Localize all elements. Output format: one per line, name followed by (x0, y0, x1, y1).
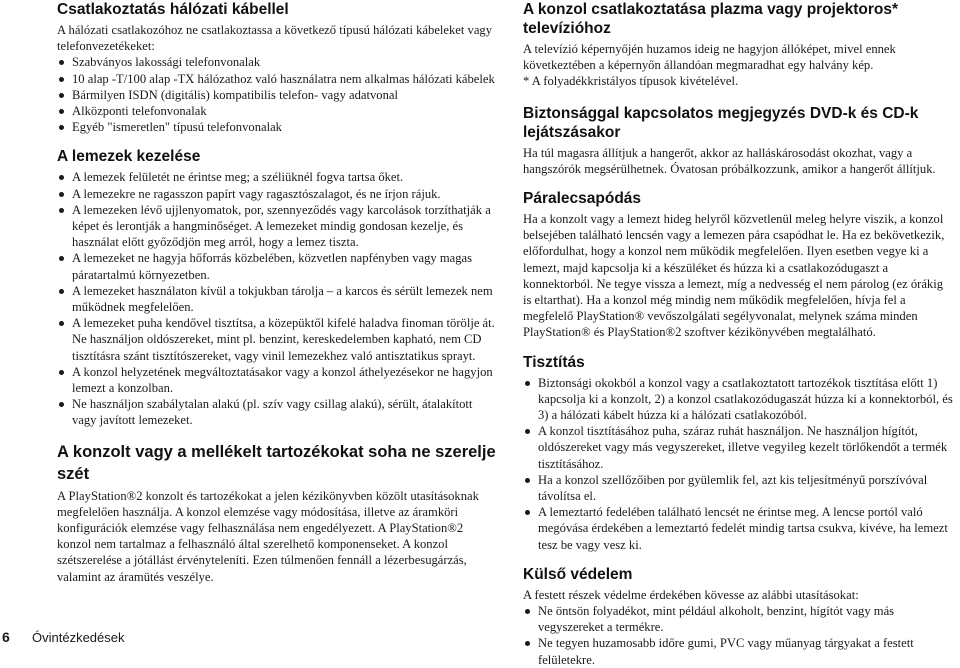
list-item: A lemeztartó fedelében található lencsét ne érintse meg. A lencse portól való megóvása érdekében a lemeztartó fedelét mindig tartsa csukva, kivéve, ha lemezt tesz be vagy vesz ki. (523, 504, 953, 553)
list-item: A lemezeken lévő ujjlenyomatok, por, szennyeződés vagy karcolások torzíthatják a képet és lerontják a hangminőséget. A lemezeket mindig gondosan kezelje, és használat előtt győződjön meg arról, hogy a lemez tiszta. (57, 202, 497, 251)
list-item: Ne használjon szabálytalan alakú (pl. szív vagy csillag alakú), sérült, átalakított vagy javított lemezeket. (57, 396, 497, 428)
list-item: Ha a konzol szellőzőiben por gyülemlik fel, azt kis teljesítményű porszívóval távolítsa el. (523, 472, 953, 504)
cable-section-intro: A hálózati csatlakozóhoz ne csatlakoztassa a következő típusú hálózati kábeleket vagy telefonvezetékeket: (57, 23, 493, 54)
footer-section-name: Óvintézkedések (32, 630, 125, 645)
cable-section-title: Csatlakoztatás hálózati kábellel (57, 1, 289, 18)
disassembly-section-body: A PlayStation®2 konzolt és tartozékokat a jelen kézikönyvben közölt utasításoknak megfelelően használja. A konzol elemzése vagy módosítása, illetve az áramköri konfigurációk elemzése vagy felhasználása nem engedélyezett. A PlayStation®2 konzol nem tartalmaz a felhasználó által szerelhető komponenseket. A konzol szétszerelése a jótállást érvényteleníti. Ezen túlmenően fennáll a lézerbesugárzás, valamint az áramütés veszélye. (57, 488, 479, 584)
list-item: Ne öntsön folyadékot, mint például alkoholt, benzint, hígítót vagy más vegyszereket a termékre. (523, 603, 953, 635)
exterior-section (523, 565, 953, 668)
list-item: A lemezeket puha kendővel tisztítsa, a közepüktől kifelé haladva finoman törölje át. Ne használjon oldószereket, mint pl. benzint, kereskedelemben kapható, nem CD tisztításra szánt tisztítószereket, vagy vinil lemezekhez való antisztatikus sprayt. (57, 315, 497, 364)
discs-list (57, 169, 497, 428)
right-column (523, 0, 953, 668)
list-item: A konzol helyzetének megváltoztatásakor vagy a konzol áthelyezésekor ne hagyjon lemezt a konzolban. (57, 364, 497, 396)
cleaning-list (523, 375, 953, 553)
exterior-section-intro: A festett részek védelme érdekében kövesse az alábbi utasításokat: (523, 587, 859, 602)
condensation-section-title: Páralecsapódás (523, 190, 642, 208)
dvd-section-body: Ha túl magasra állítjuk a hangerőt, akkor az halláskárosodást okozhat, vagy a hangszórók megsérülhetnek. Óvatosan próbálkozzunk, amikor a hangerőt állítjuk. (523, 145, 936, 176)
tv-section-body: A televízió képernyőjén huzamos ideig ne hagyjon állóképet, mivel ennek következtében a képernyőn állandóan megmaradhat egy halvány kép. (523, 42, 896, 73)
list-item: A lemezeket ne hagyja hőforrás közbelében, közvetlen napfényben vagy magas páratartalmú környezetben. (57, 250, 497, 282)
list-item: A lemezeket használaton kívül a tokjukban tárolja – a karcos és sérült lemezek nem működnek megfelelően. (57, 283, 497, 315)
list-item: Egyéb "ismeretlen" típusú telefonvonalak (57, 119, 497, 135)
left-column (57, 0, 497, 585)
disassembly-section (57, 441, 497, 585)
dvd-section-title: Biztonsággal kapcsolatos megjegyzés DVD-k és CD-k lejátszásakor (523, 104, 919, 141)
list-item: A lemezekre ne ragasszon papírt vagy ragasztószalagot, és ne írjon rájuk. (57, 186, 497, 202)
list-item: A konzol tisztításához puha, száraz ruhát használjon. Ne használjon hígítót, oldószereket vagy más vegyszereket, illetve vegyileg kezelt törlőkendőt a termék tisztításához. (523, 423, 953, 472)
list-item: Ne tegyen huzamosabb időre gumi, PVC vagy műanyag tárgyakat a festett felületekre. (523, 635, 953, 667)
tv-section (523, 0, 953, 90)
page-number: 6 (2, 629, 10, 645)
exterior-section-title: Külső védelem (523, 565, 633, 583)
discs-section-title: A lemezek kezelése (57, 148, 201, 166)
cleaning-section-title: Tisztítás (523, 353, 585, 371)
cable-section (57, 0, 497, 135)
disassembly-section-title: A konzolt vagy a mellékelt tartozékokat soha ne szerelje szét (57, 442, 496, 483)
tv-section-title: A konzol csatlakoztatása plazma vagy projektoros* televízióhoz (523, 1, 898, 37)
tv-section-note: * A folyadékkristályos típusok kivételével. (523, 74, 739, 89)
condensation-section-body: Ha a konzolt vagy a lemezt hideg helyről közvetlenül meleg helyre viszik, a konzol belsejében található lencsén vagy a lemezen pára csapódhat le. Ha ez bekövetkezik, előfordulhat, hogy a konzol nem működik megfelelően. Ilyen esetben vegye ki a lemezt, majd kapcsolja ki a készüléket és húzza ki a csatlakozódugaszt a konnektorból. Ne tegye vissza a lemezt, míg a nedvesség el nem párolog (ez órákig is eltarthat). Ha a konzol még mindig nem működik megfelelően, hívja fel a megfelelő PlayStation® vevőszolgálati segélyvonalat, melynek száma minden PlayStation® és PlayStation®2 szoftver kézikönyvében megtalálható. (523, 212, 945, 340)
list-item: Biztonsági okokból a konzol vagy a csatlakoztatott tartozékok tisztítása előtt 1) kapcsolja ki a konzolt, 2) a konzol csatlakozódugaszát húzza ki a konnektorból, és 3) a hálózati kábelt húzza ki a hálózati csatlakozóból. (523, 375, 953, 424)
dvd-section (523, 104, 953, 177)
list-item: Alközponti telefonvonalak (57, 103, 497, 119)
discs-section (57, 147, 497, 428)
list-item: Bármilyen ISDN (digitális) kompatibilis telefon- vagy adatvonal (57, 87, 497, 103)
list-item: Szabványos lakossági telefonvonalak (57, 54, 497, 70)
cleaning-section (523, 353, 953, 553)
list-item: 10 alap -T/100 alap -TX hálózathoz való használatra nem alkalmas hálózati kábelek (57, 71, 497, 87)
condensation-section (523, 189, 953, 341)
exterior-list (523, 603, 953, 668)
cable-list (57, 54, 497, 135)
list-item: A lemezek felületét ne érintse meg; a széliüknél fogva tartsa őket. (57, 169, 497, 185)
